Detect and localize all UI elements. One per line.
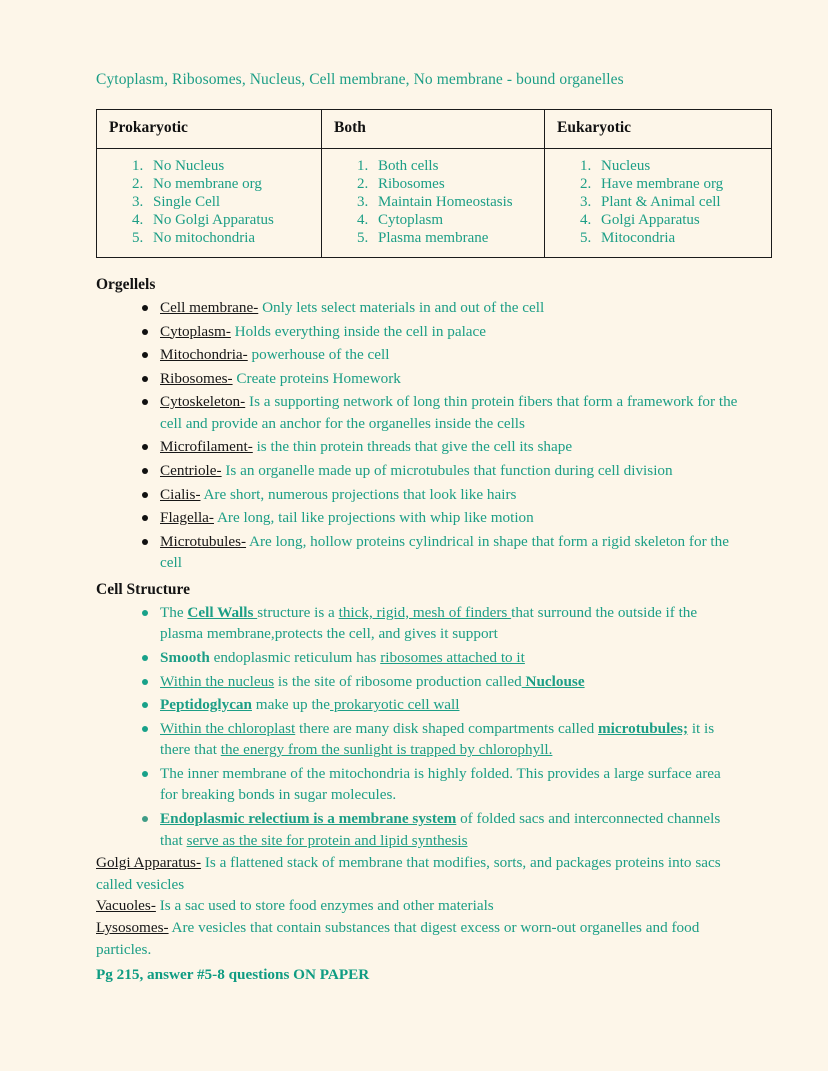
list-item: 3. Maintain Homeostasis: [372, 193, 538, 211]
text-run: structure is a: [257, 603, 339, 621]
trailing-entries: [96, 852, 738, 960]
organelle-description: Holds everything inside the cell in palace: [230, 322, 487, 340]
text-run: endoplasmic reticulum has: [213, 649, 381, 667]
cell-structure-item: [142, 807, 738, 852]
organelle-term: Cell membrane-: [160, 298, 259, 316]
organelle-item: [142, 483, 738, 507]
organelle-item: [142, 459, 738, 483]
list-item: 4. Golgi Apparatus: [595, 211, 765, 229]
organelle-item: [142, 296, 738, 320]
organelles-list: [96, 296, 738, 575]
list-item: 2. Have membrane org: [595, 175, 765, 193]
organelle-description: Are long, hollow proteins cylindrical in shape that form a rigid skeleton for the cell: [160, 532, 729, 572]
organelle-term: Cialis-: [160, 485, 201, 503]
list-item: 1. Both cells: [372, 157, 538, 175]
list-item: 4. No Golgi Apparatus: [147, 211, 315, 229]
text-run: that surround the outside if the plasma membrane,protects the cell, and gives it support: [160, 603, 698, 643]
table-cell-eukaryotic: [545, 148, 772, 257]
organelle-description: Is a supporting network of long thin protein fibers that form a framework for the cell and provide an anchor for the organelles inside the cells: [160, 393, 738, 432]
text-run: thick, rigid, mesh of finders: [338, 603, 512, 621]
list-item: 1. No Nucleus: [147, 157, 315, 175]
list-item: 3. Single Cell: [147, 193, 315, 211]
intro-line: Cytoplasm, Ribosomes, Nucleus, Cell membrane, No membrane - bound organelles: [96, 71, 624, 88]
cell-structure-list: [96, 601, 738, 852]
text-run: microtubules;: [598, 719, 689, 737]
list-item: 2. No membrane org: [147, 175, 315, 193]
table-header-prokaryotic: Prokaryotic: [97, 109, 322, 148]
text-run: Nuclouse: [521, 672, 585, 690]
text-run: the energy from the sunlight is trapped by chlorophyll.: [220, 741, 553, 759]
text-run: ribosomes attached to it: [380, 649, 525, 667]
organelle-item: [142, 367, 738, 391]
table-header-row: [97, 109, 772, 148]
trailing-entry-term: Golgi Apparatus-: [96, 854, 202, 872]
organelle-item: [142, 320, 738, 344]
organelle-description: Are short, numerous projections that look like hairs: [200, 485, 517, 503]
organelle-term: Flagella-: [160, 509, 214, 527]
text-run: Endoplasmic relectium is a membrane system: [160, 810, 457, 828]
organelle-term: Cytoplasm-: [160, 322, 231, 340]
text-run: Peptidoglycan: [160, 696, 252, 714]
table-body: [97, 148, 772, 257]
organelle-item: [142, 506, 738, 530]
closing-note: Pg 215, answer #5-8 questions ON PAPER: [96, 966, 370, 984]
organelle-item: [142, 343, 738, 367]
organelle-description: Are long, tail like projections with whip like motion: [213, 509, 534, 527]
table-cell-prokaryotic: [97, 148, 322, 257]
table-cell-both: [322, 148, 545, 257]
text-run: Cell Walls: [187, 603, 258, 621]
trailing-entry-description: Is a sac used to store food enzymes and other materials: [155, 897, 494, 915]
organelles-heading: Orgellels: [96, 275, 156, 293]
cell-structure-item: [142, 762, 738, 807]
organelle-term: Cytoskeleton-: [160, 393, 246, 411]
cell-structure-item: [142, 601, 738, 646]
list-item: 5. Mitocondria: [595, 229, 765, 247]
cell-structure-item: [142, 717, 738, 762]
trailing-entry: [96, 895, 732, 917]
organelle-item: [142, 435, 738, 459]
text-run: it is there that: [160, 719, 715, 759]
list-item: 5. No mitochondria: [147, 229, 315, 247]
text-run: make up the: [251, 696, 331, 714]
organelle-description: Is an organelle made up of microtubules that function during cell division: [221, 461, 673, 479]
cell-structure-item: [142, 646, 738, 670]
text-run: serve as the site for protein and lipid synthesis: [186, 831, 468, 849]
text-run: Within the nucleus: [160, 672, 275, 690]
trailing-entry-description: Is a flattened stack of membrane that modifies, sorts, and packages proteins into sacs called vesicles: [96, 854, 721, 893]
organelle-term: Mitochondria-: [160, 346, 248, 364]
text-run: The: [160, 603, 188, 621]
both-list: [328, 157, 538, 247]
trailing-entry-term: Vacuoles-: [96, 897, 156, 915]
organelle-description: powerhouse of the cell: [247, 346, 390, 364]
organelle-description: is the thin protein threads that give the cell its shape: [252, 438, 573, 456]
trailing-entry-term: Lysosomes-: [96, 918, 169, 936]
table-header-both: Both: [322, 109, 545, 148]
text-run: prokaryotic cell wall: [330, 696, 460, 714]
list-item: 2. Ribosomes: [372, 175, 538, 193]
cell-structure-heading: Cell Structure: [96, 580, 190, 598]
table-row: [97, 148, 772, 257]
eukaryotic-list: [551, 157, 765, 247]
cell-structure-item: [142, 693, 738, 717]
organelle-term: Ribosomes-: [160, 369, 233, 387]
list-item: 3. Plant & Animal cell: [595, 193, 765, 211]
organelle-term: Microtubules-: [160, 532, 247, 550]
prokaryotic-list: [103, 157, 315, 247]
trailing-entry: [96, 852, 732, 895]
text-run: is the site of ribosome production called: [274, 672, 522, 690]
text-run: Within the chloroplast: [160, 719, 296, 737]
list-item: 4. Cytoplasm: [372, 211, 538, 229]
text-run: there are many disk shaped compartments called: [295, 719, 599, 737]
cell-structure-item: [142, 670, 738, 694]
text-run: of folded sacs and interconnected channels that: [160, 810, 721, 849]
trailing-entry-description: Are vesicles that contain substances that digest excess or worn-out organelles and food particles.: [96, 918, 700, 958]
organelle-item: [142, 390, 738, 435]
organelle-description: Only lets select materials in and out of the cell: [258, 298, 545, 316]
table-header-eukaryotic: Eukaryotic: [545, 109, 772, 148]
prokaryotic-eukaryotic-comparison-table: [96, 109, 772, 258]
organelle-description: Create proteins Homework: [232, 369, 401, 387]
trailing-entry: [96, 917, 732, 960]
organelle-item: [142, 530, 738, 575]
text-run: The inner membrane of the mitochondria is highly folded. This provides a large surface area for breaking bonds in sugar molecules.: [160, 764, 721, 804]
text-run: Smooth: [160, 649, 214, 667]
list-item: 1. Nucleus: [595, 157, 765, 175]
list-item: 5. Plasma membrane: [372, 229, 538, 247]
organelle-term: Centriole-: [160, 461, 222, 479]
organelle-term: Microfilament-: [160, 438, 253, 456]
